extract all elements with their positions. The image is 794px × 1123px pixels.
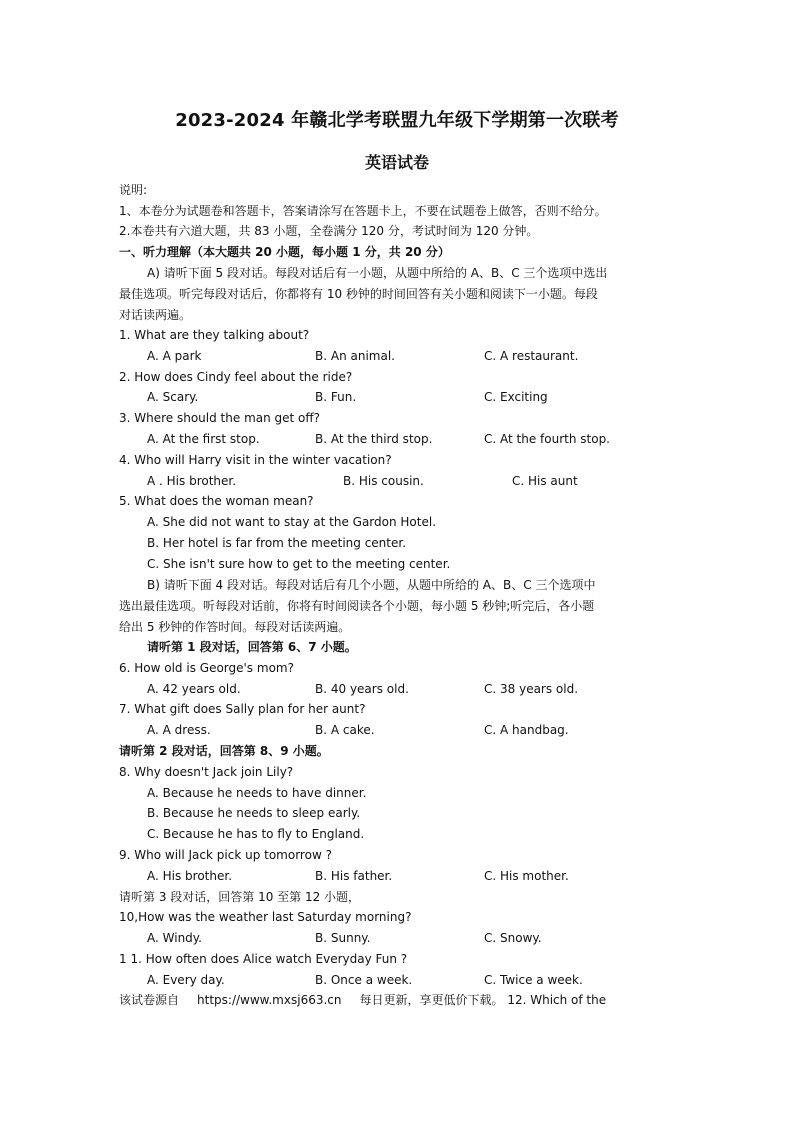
- question-10-option-c: C. Snowy.: [484, 931, 542, 945]
- part-a-instruction-2: 最佳选项。听完每段对话后，你都将有 10 秒钟的时间回答有关小题和阅读下一小题。每段: [119, 287, 598, 301]
- part-a-instruction-1: A) 请听下面 5 段对话。每段对话后有一小题，从题中所给的 A、B、C 三个选项中选出: [147, 266, 608, 280]
- question-4-stem: 4. Who will Harry visit in the winter vacation?: [119, 453, 392, 467]
- question-2-option-b: B. Fun.: [315, 390, 357, 404]
- question-3-option-b: B. At the third stop.: [315, 432, 433, 446]
- question-6-option-a: A. 42 years old.: [147, 682, 241, 696]
- question-12-stem-start: 12. Which of the: [507, 993, 607, 1007]
- question-9-stem: 9. Who will Jack pick up tomorrow ?: [119, 848, 332, 862]
- question-7-option-c: C. A handbag.: [484, 723, 569, 737]
- question-10-stem: 10,How was the weather last Saturday morning?: [119, 910, 412, 924]
- part-b-instruction-2: 选出最佳选项。听每段对话前，你将有时间阅读各个小题，每小题 5 秒钟;听完后，各小题: [119, 599, 595, 613]
- question-2-option-a: A. Scary.: [147, 390, 199, 404]
- instruction-line-1: 1、本卷分为试题卷和答题卡，答案请涂写在答题卡上，不要在试题卷上做答，否则不给分。: [119, 204, 607, 218]
- question-11-option-b: B. Once a week.: [315, 973, 413, 987]
- part-a-instruction-3: 对话读两遍。: [119, 308, 192, 322]
- exam-subtitle: 英语试卷: [364, 153, 429, 172]
- footer-source-label: 该试卷源自: [119, 993, 180, 1007]
- question-10-option-b: B. Sunny.: [315, 931, 371, 945]
- instruction-line-2: 2.本卷共有六道大题，共 83 小题，全卷满分 120 分，考试时间为 120 分钟。: [119, 224, 539, 238]
- question-8-option-a: A. Because he needs to have dinner.: [147, 786, 367, 800]
- section-1-heading: 一、听力理解（本大题共 20 小题，每小题 1 分，共 20 分）: [119, 245, 450, 259]
- exam-title: 2023-2024 年赣北学考联盟九年级下学期第一次联考: [175, 110, 619, 131]
- footer-source-link[interactable]: https://www.mxsj663.cn: [197, 993, 342, 1007]
- question-9-option-a: A. His brother.: [147, 869, 233, 883]
- question-5-option-a: A. She did not want to stay at the Gardon Hotel.: [147, 515, 437, 529]
- question-2-option-c: C. Exciting: [484, 390, 548, 404]
- question-1-option-b: B. An animal.: [315, 349, 395, 363]
- part-b-instruction-1: B) 请听下面 4 段对话。每段对话后有几个小题，从题中所给的 A、B、C 三个选项中: [147, 578, 596, 592]
- question-3-option-a: A. At the first stop.: [147, 432, 260, 446]
- question-1-option-a: A. A park: [147, 349, 202, 363]
- question-6-stem: 6. How old is George's mom?: [119, 661, 294, 675]
- question-7-option-a: A. A dress.: [147, 723, 211, 737]
- question-11-stem: 1 1. How often does Alice watch Everyday Fun ?: [119, 952, 408, 966]
- dialog-1-prompt: 请听第 1 段对话，回答第 6、7 小题。: [147, 640, 357, 654]
- instructions-heading: 说明:: [119, 183, 148, 197]
- dialog-2-prompt: 请听第 2 段对话，回答第 8、9 小题。: [119, 744, 329, 758]
- source-footer: [119, 992, 606, 1008]
- question-9-option-c: C. His mother.: [484, 869, 569, 883]
- question-5-option-b: B. Her hotel is far from the meeting center.: [147, 536, 407, 550]
- dialog-3-prompt: 请听第 3 段对话，回答第 10 至第 12 小题，: [119, 890, 361, 904]
- question-11-option-a: A. Every day.: [147, 973, 225, 987]
- question-4-option-a: A . His brother.: [147, 474, 237, 488]
- question-1-stem: 1. What are they talking about?: [119, 328, 310, 342]
- question-6-option-c: C. 38 years old.: [484, 682, 579, 696]
- question-8-option-b: B. Because he needs to sleep early.: [147, 806, 361, 820]
- question-9-option-b: B. His father.: [315, 869, 393, 883]
- question-3-option-c: C. At the fourth stop.: [484, 432, 610, 446]
- question-10-option-a: A. Windy.: [147, 931, 202, 945]
- question-8-stem: 8. Why doesn't Jack join Lily?: [119, 765, 294, 779]
- question-5-option-c: C. She isn't sure how to get to the meeting center.: [147, 557, 451, 571]
- question-7-stem: 7. What gift does Sally plan for her aunt?: [119, 702, 366, 716]
- question-4-option-b: B. His cousin.: [343, 474, 424, 488]
- part-b-instruction-3: 给出 5 秒钟的作答时间。每段对话读两遍。: [119, 620, 351, 634]
- footer-slogan: 每日更新，享更低价下载。: [359, 993, 504, 1007]
- question-2-stem: 2. How does Cindy feel about the ride?: [119, 370, 353, 384]
- question-11-option-c: C. Twice a week.: [484, 973, 583, 987]
- question-5-stem: 5. What does the woman mean?: [119, 494, 314, 508]
- question-6-option-b: B. 40 years old.: [315, 682, 409, 696]
- question-8-option-c: C. Because he has to fly to England.: [147, 827, 365, 841]
- question-3-stem: 3. Where should the man get off?: [119, 411, 321, 425]
- question-4-option-c: C. His aunt: [512, 474, 578, 488]
- question-1-option-c: C. A restaurant.: [484, 349, 579, 363]
- question-7-option-b: B. A cake.: [315, 723, 375, 737]
